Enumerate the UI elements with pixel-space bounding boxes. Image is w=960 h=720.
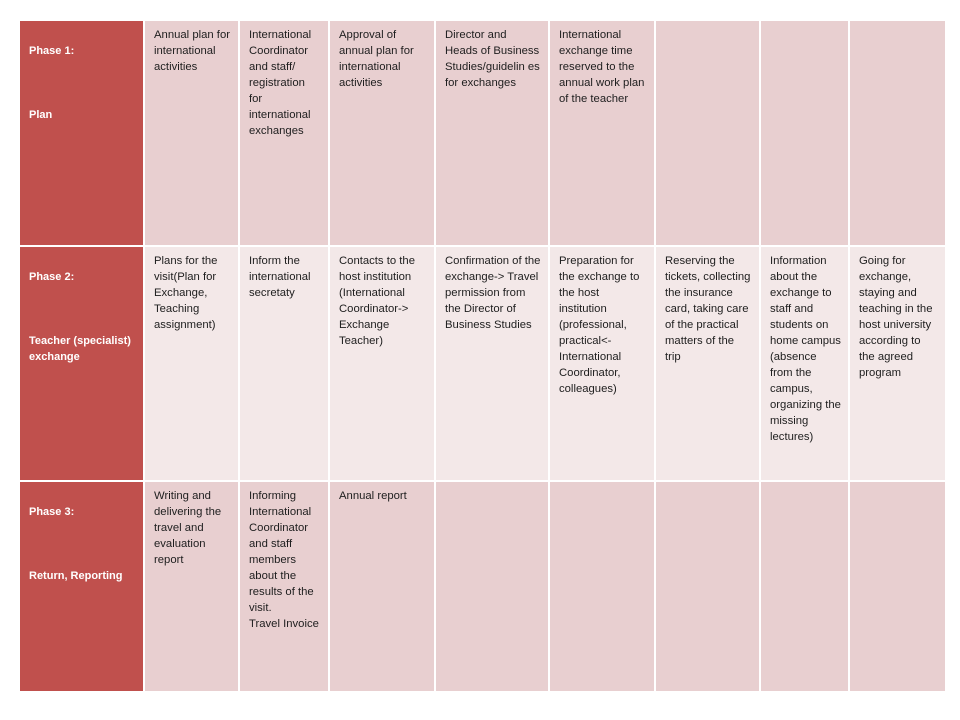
process-table [18,19,947,693]
table-cell [549,481,655,692]
table-cell: Plans for the visit(Plan for Exchange, Teaching assignment) [144,246,239,481]
table-cell [655,20,760,246]
table-cell [849,20,946,246]
table-cell: Director and Heads of Business Studies/guidelin es for exchanges [435,20,549,246]
phase-name: Plan [29,109,53,121]
table-row-phase-1 [19,20,946,246]
table-cell: Inform the international secretaty [239,246,329,481]
table-row-phase-3 [19,481,946,692]
table-cell [760,20,849,246]
phase-header-cell [19,20,144,246]
table-cell [655,481,760,692]
table-cell: Writing and delivering the travel and evaluation report [144,481,239,692]
table-cell: Annual plan for international activities [144,20,239,246]
phase-name: Return, Reporting [29,570,123,582]
table-row-phase-2 [19,246,946,481]
phase-name: Teacher (specialist) exchange [29,335,131,363]
phase-header-cell [19,246,144,481]
table-cell: Informing International Coordinator and staff members about the results of the visit. Travel Invoice [239,481,329,692]
phase-label: Phase 3: [29,506,75,518]
phase-header-cell [19,481,144,692]
table-cell: Annual report [329,481,435,692]
table-cell: Confirmation of the exchange-> Travel permission from the Director of Business Studies [435,246,549,481]
table-cell: Going for exchange, staying and teaching in the host university according to the agreed program [849,246,946,481]
phase-label: Phase 1: [29,45,75,57]
phase-label: Phase 2: [29,271,75,283]
table-cell: Information about the exchange to staff and students on home campus (absence from the campus, organizing the missing lectures) [760,246,849,481]
table-cell [760,481,849,692]
table-cell: Reserving the tickets, collecting the insurance card, taking care of the practical matters of the trip [655,246,760,481]
table-cell [435,481,549,692]
table-cell: Approval of annual plan for international activities [329,20,435,246]
table-cell: International Coordinator and staff/ registration for international exchanges [239,20,329,246]
table-cell: Preparation for the exchange to the host institution (professional, practical<- International Coordinator, colleagues) [549,246,655,481]
table-cell [849,481,946,692]
table-cell: International exchange time reserved to the annual work plan of the teacher [549,20,655,246]
table-cell: Contacts to the host institution (International Coordinator-> Exchange Teacher) [329,246,435,481]
